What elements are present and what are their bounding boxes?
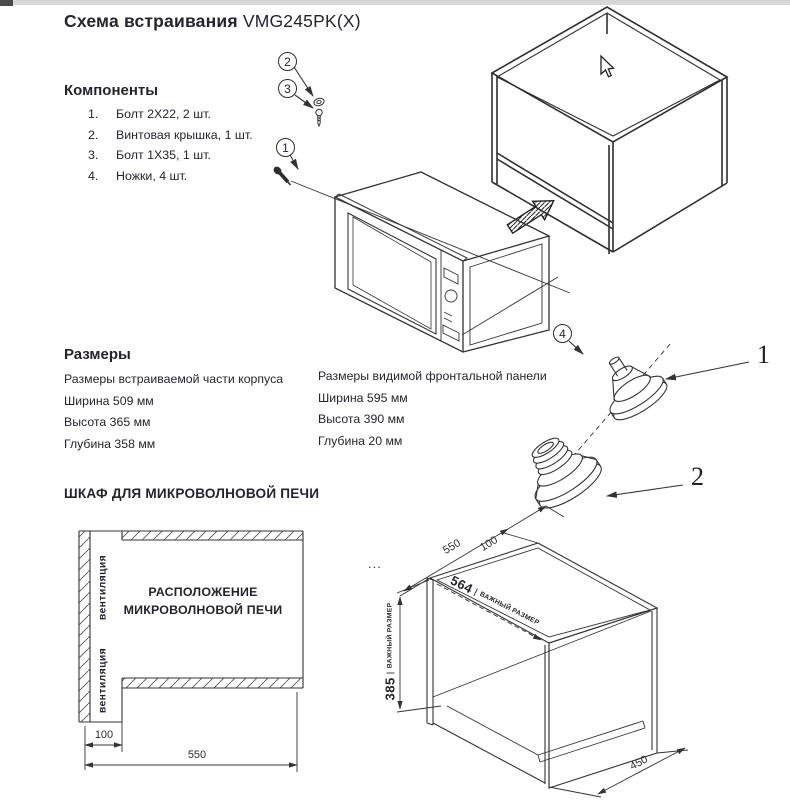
page-title	[64, 11, 361, 32]
placement-line2: МИКРОВОЛНОВОЙ ПЕЧИ	[123, 602, 283, 617]
iso-dim-385-note: ВАЖНЫЙ РАЗМЕР	[386, 603, 394, 674]
component-number: 2.	[88, 127, 99, 142]
cross-section-dim-550: 550	[187, 749, 207, 761]
component-number: 3.	[88, 148, 99, 162]
component-label: Ножки, 4 шт.	[116, 168, 188, 183]
callout-circle-3: 3	[278, 79, 297, 98]
insert-arrow	[507, 201, 553, 234]
iso-dim-450: 450	[628, 753, 650, 773]
mouse-cursor-icon	[601, 56, 614, 77]
component-item	[88, 145, 253, 166]
microwave-drawing	[335, 172, 549, 352]
placement-line1: РАСПОЛОЖЕНИЕ	[148, 585, 258, 599]
callout-circle-1: 1	[276, 138, 295, 157]
dimension-line: Высота 390 мм	[318, 412, 405, 426]
component-item	[88, 166, 253, 187]
ventilation-label-bottom: вентиляция	[97, 647, 109, 714]
dimensions-heading: Размеры	[64, 346, 131, 363]
component-number: 1.	[88, 107, 99, 121]
extension-dots: ...	[368, 556, 382, 571]
dimension-line: Ширина 509 мм	[64, 393, 154, 408]
callout-circle-2: 2	[278, 52, 297, 71]
page-title-main: Схема встраивания	[64, 11, 238, 31]
dimension-line: Ширина 595 мм	[318, 390, 408, 405]
iso-dim-385-value: 385	[382, 677, 398, 701]
dimension-line: Глубина 358 мм	[64, 436, 156, 451]
components-heading: Компоненты	[64, 82, 159, 99]
iso-dim-385	[383, 590, 398, 714]
component-label: Болт 2X22, 2 шт.	[116, 107, 211, 121]
cabinet-section-heading: ШКАФ ДЛЯ МИКРОВОЛНОВОЙ ПЕЧИ	[64, 486, 320, 501]
dimensions-front-panel-title: Размеры видимой фронтальной панели	[318, 369, 547, 383]
dimensions-built-in	[64, 369, 324, 455]
iso-dim-100: 100	[478, 534, 500, 554]
iso-dim-564-note: ВАЖНЫЙ РАЗМЕР	[474, 588, 541, 627]
cross-section-dim-100: 100	[94, 729, 114, 741]
components-list	[88, 104, 253, 186]
screw-1	[273, 166, 291, 185]
dimensions-built-in-title: Размеры встраиваемой части корпуса	[64, 372, 284, 386]
foot-part-number-bottom: 2	[691, 462, 704, 491]
dimension-line: Глубина 20 мм	[318, 433, 403, 448]
component-number: 4.	[88, 168, 99, 183]
dimensions-front-panel	[318, 366, 578, 452]
iso-dim-564-value: 564	[447, 572, 476, 597]
iso-dim-550: 550	[441, 537, 463, 557]
dimension-line: Высота 365 мм	[64, 415, 151, 429]
component-item	[88, 125, 253, 146]
ventilation-label-top: вентиляция	[97, 554, 109, 621]
callout-circle-4: 4	[553, 324, 572, 343]
foot-part-number-top: 1	[757, 340, 770, 369]
placement-label	[122, 584, 284, 619]
component-label: Болт 1X35, 1 шт.	[116, 148, 211, 162]
page-title-model: VMG245PK(X)	[242, 11, 361, 31]
component-item	[88, 104, 253, 125]
component-label: Винтовая крышка, 1 шт.	[116, 127, 253, 142]
